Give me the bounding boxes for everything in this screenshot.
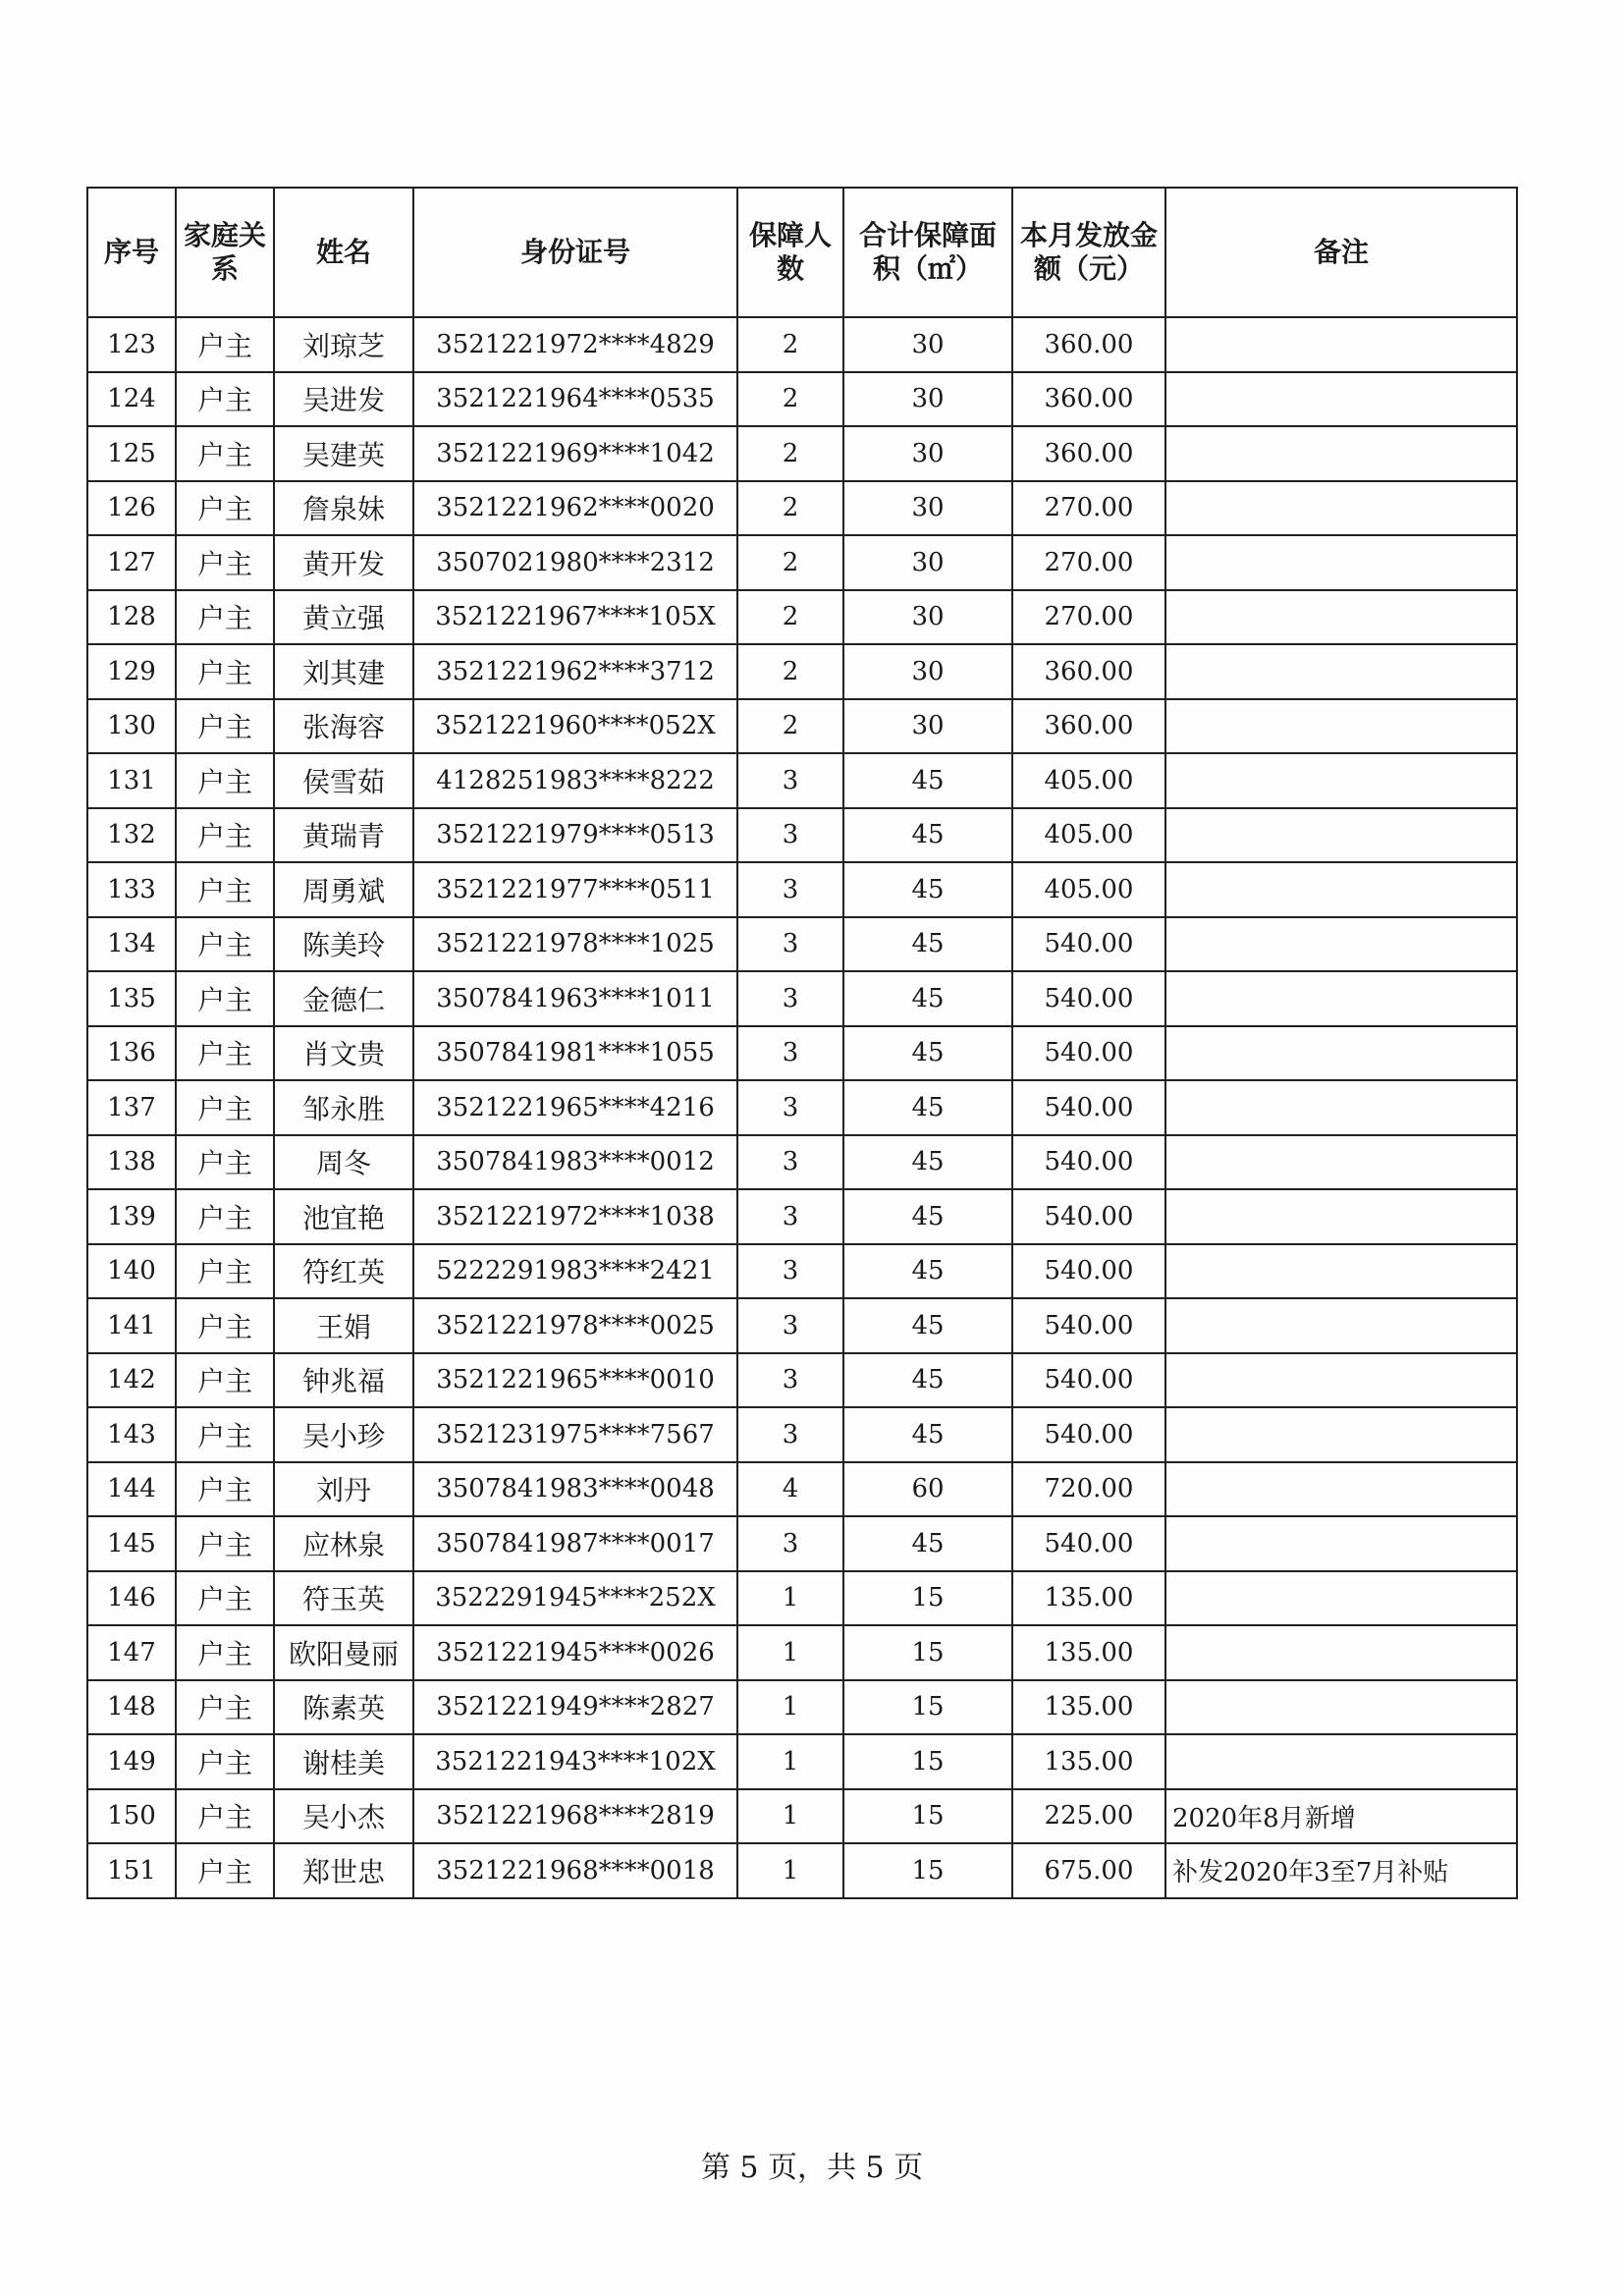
cell-area: 30 [843, 481, 1012, 536]
table-row [87, 1244, 1517, 1299]
cell-name: 肖文贵 [274, 1026, 413, 1081]
cell-id-number: 3507841987****0017 [413, 1516, 737, 1571]
cell-area: 45 [843, 1189, 1012, 1244]
cell-seq: 124 [87, 372, 176, 427]
cell-area: 45 [843, 1298, 1012, 1353]
cell-amount: 360.00 [1012, 699, 1165, 754]
cell-note [1165, 1734, 1517, 1789]
cell-area: 45 [843, 1353, 1012, 1408]
cell-seq: 151 [87, 1843, 176, 1898]
cell-id-number: 3521221972****1038 [413, 1189, 737, 1244]
cell-note: 补发2020年3至7月补贴 [1165, 1843, 1517, 1898]
cell-amount: 405.00 [1012, 808, 1165, 863]
cell-amount: 540.00 [1012, 1407, 1165, 1462]
cell-seq: 143 [87, 1407, 176, 1462]
page-footer: 第 5 页，共 5 页 [700, 2151, 924, 2185]
cell-area: 15 [843, 1843, 1012, 1898]
cell-relation: 户主 [176, 1026, 274, 1081]
table-header-row [87, 188, 1517, 317]
cell-id-number: 3522291945****252X [413, 1571, 737, 1626]
cell-note [1165, 917, 1517, 972]
cell-note [1165, 1026, 1517, 1081]
table-row [87, 1407, 1517, 1462]
cell-note [1165, 372, 1517, 427]
table-row [87, 1789, 1517, 1844]
table-row [87, 1026, 1517, 1081]
table-row [87, 1734, 1517, 1789]
table-row [87, 317, 1517, 372]
cell-amount: 540.00 [1012, 1189, 1165, 1244]
cell-amount: 360.00 [1012, 317, 1165, 372]
cell-id-number: 3521231975****7567 [413, 1407, 737, 1462]
cell-amount: 135.00 [1012, 1571, 1165, 1626]
table-row [87, 1516, 1517, 1571]
cell-seq: 148 [87, 1680, 176, 1735]
cell-relation: 户主 [176, 1135, 274, 1190]
cell-relation: 户主 [176, 1571, 274, 1626]
cell-seq: 142 [87, 1353, 176, 1408]
cell-note [1165, 1298, 1517, 1353]
cell-name: 黄立强 [274, 590, 413, 645]
cell-relation: 户主 [176, 1843, 274, 1898]
cell-name: 刘其建 [274, 644, 413, 699]
cell-area: 15 [843, 1734, 1012, 1789]
cell-id-number: 3521221943****102X [413, 1734, 737, 1789]
cell-relation: 户主 [176, 644, 274, 699]
table-row [87, 1189, 1517, 1244]
cell-id-number: 3521221960****052X [413, 699, 737, 754]
cell-name: 刘琼芝 [274, 317, 413, 372]
cell-id-number: 3521221972****4829 [413, 317, 737, 372]
table-row [87, 590, 1517, 645]
cell-note [1165, 481, 1517, 536]
cell-area: 45 [843, 1244, 1012, 1299]
cell-area: 45 [843, 1407, 1012, 1462]
cell-persons: 3 [737, 1026, 843, 1081]
cell-amount: 360.00 [1012, 644, 1165, 699]
cell-note [1165, 699, 1517, 754]
header-id-number: 身份证号 [413, 188, 737, 317]
cell-relation: 户主 [176, 1080, 274, 1135]
cell-seq: 136 [87, 1026, 176, 1081]
header-amount: 本月发放金额（元） [1012, 188, 1165, 317]
cell-persons: 2 [737, 317, 843, 372]
cell-area: 45 [843, 753, 1012, 808]
cell-amount: 135.00 [1012, 1625, 1165, 1680]
header-note: 备注 [1165, 188, 1517, 317]
cell-persons: 3 [737, 1298, 843, 1353]
cell-name: 周勇斌 [274, 862, 413, 917]
cell-note [1165, 1353, 1517, 1408]
cell-area: 30 [843, 590, 1012, 645]
table-row [87, 1353, 1517, 1408]
cell-amount: 270.00 [1012, 590, 1165, 645]
cell-seq: 147 [87, 1625, 176, 1680]
cell-persons: 3 [737, 917, 843, 972]
header-persons: 保障人数 [737, 188, 843, 317]
cell-area: 30 [843, 372, 1012, 427]
cell-seq: 137 [87, 1080, 176, 1135]
cell-relation: 户主 [176, 426, 274, 481]
cell-name: 黄瑞青 [274, 808, 413, 863]
cell-seq: 141 [87, 1298, 176, 1353]
cell-area: 30 [843, 426, 1012, 481]
cell-amount: 675.00 [1012, 1843, 1165, 1898]
cell-name: 符红英 [274, 1244, 413, 1299]
table-row [87, 1135, 1517, 1190]
cell-persons: 2 [737, 644, 843, 699]
table-row [87, 372, 1517, 427]
cell-relation: 户主 [176, 1244, 274, 1299]
cell-id-number: 3521221978****1025 [413, 917, 737, 972]
cell-persons: 1 [737, 1625, 843, 1680]
cell-relation: 户主 [176, 808, 274, 863]
cell-name: 吴进发 [274, 372, 413, 427]
cell-relation: 户主 [176, 1516, 274, 1571]
cell-name: 侯雪茹 [274, 753, 413, 808]
subsidy-table [86, 187, 1518, 1899]
cell-note [1165, 808, 1517, 863]
cell-relation: 户主 [176, 1734, 274, 1789]
cell-relation: 户主 [176, 1189, 274, 1244]
cell-relation: 户主 [176, 971, 274, 1026]
cell-relation: 户主 [176, 1680, 274, 1735]
table-row [87, 1462, 1517, 1517]
cell-name: 张海容 [274, 699, 413, 754]
cell-relation: 户主 [176, 1407, 274, 1462]
cell-note [1165, 1244, 1517, 1299]
header-seq: 序号 [87, 188, 176, 317]
cell-note [1165, 317, 1517, 372]
cell-persons: 3 [737, 753, 843, 808]
cell-amount: 135.00 [1012, 1680, 1165, 1735]
cell-area: 45 [843, 1516, 1012, 1571]
table-row [87, 1843, 1517, 1898]
cell-seq: 127 [87, 535, 176, 590]
cell-area: 45 [843, 862, 1012, 917]
cell-persons: 2 [737, 372, 843, 427]
table-row [87, 1298, 1517, 1353]
cell-id-number: 3521221978****0025 [413, 1298, 737, 1353]
cell-id-number: 3521221962****0020 [413, 481, 737, 536]
cell-name: 谢桂美 [274, 1734, 413, 1789]
cell-persons: 3 [737, 1189, 843, 1244]
table-row [87, 426, 1517, 481]
cell-persons: 1 [737, 1571, 843, 1626]
cell-seq: 146 [87, 1571, 176, 1626]
cell-seq: 132 [87, 808, 176, 863]
header-area: 合计保障面积（㎡） [843, 188, 1012, 317]
cell-note [1165, 1625, 1517, 1680]
cell-amount: 405.00 [1012, 753, 1165, 808]
cell-seq: 129 [87, 644, 176, 699]
cell-note [1165, 1571, 1517, 1626]
cell-area: 45 [843, 917, 1012, 972]
cell-name: 刘丹 [274, 1462, 413, 1517]
cell-relation: 户主 [176, 862, 274, 917]
cell-note [1165, 1080, 1517, 1135]
cell-persons: 1 [737, 1789, 843, 1844]
cell-name: 吴建英 [274, 426, 413, 481]
cell-name: 钟兆福 [274, 1353, 413, 1408]
cell-area: 45 [843, 1135, 1012, 1190]
cell-name: 黄开发 [274, 535, 413, 590]
cell-amount: 540.00 [1012, 1080, 1165, 1135]
cell-id-number: 3507841981****1055 [413, 1026, 737, 1081]
cell-note [1165, 1462, 1517, 1517]
cell-amount: 270.00 [1012, 535, 1165, 590]
cell-persons: 4 [737, 1462, 843, 1517]
cell-seq: 135 [87, 971, 176, 1026]
cell-persons: 3 [737, 862, 843, 917]
cell-id-number: 3521221979****0513 [413, 808, 737, 863]
cell-name: 郑世忠 [274, 1843, 413, 1898]
table-row [87, 1625, 1517, 1680]
cell-relation: 户主 [176, 753, 274, 808]
cell-amount: 225.00 [1012, 1789, 1165, 1844]
table-row [87, 481, 1517, 536]
cell-note [1165, 644, 1517, 699]
cell-name: 詹泉妹 [274, 481, 413, 536]
cell-seq: 126 [87, 481, 176, 536]
cell-note [1165, 1189, 1517, 1244]
table-row [87, 535, 1517, 590]
cell-note [1165, 1407, 1517, 1462]
cell-name: 金德仁 [274, 971, 413, 1026]
cell-id-number: 3521221945****0026 [413, 1625, 737, 1680]
table-row [87, 808, 1517, 863]
cell-relation: 户主 [176, 535, 274, 590]
cell-seq: 140 [87, 1244, 176, 1299]
cell-id-number: 5222291983****2421 [413, 1244, 737, 1299]
cell-amount: 135.00 [1012, 1734, 1165, 1789]
cell-relation: 户主 [176, 1353, 274, 1408]
cell-area: 30 [843, 699, 1012, 754]
cell-id-number: 3521221962****3712 [413, 644, 737, 699]
table-row [87, 1080, 1517, 1135]
cell-relation: 户主 [176, 1789, 274, 1844]
cell-seq: 131 [87, 753, 176, 808]
cell-area: 45 [843, 1080, 1012, 1135]
cell-amount: 540.00 [1012, 917, 1165, 972]
cell-seq: 144 [87, 1462, 176, 1517]
cell-persons: 1 [737, 1680, 843, 1735]
cell-relation: 户主 [176, 1462, 274, 1517]
table-row [87, 1571, 1517, 1626]
cell-persons: 2 [737, 481, 843, 536]
cell-amount: 540.00 [1012, 1516, 1165, 1571]
cell-id-number: 4128251983****8222 [413, 753, 737, 808]
cell-relation: 户主 [176, 372, 274, 427]
cell-name: 符玉英 [274, 1571, 413, 1626]
cell-amount: 720.00 [1012, 1462, 1165, 1517]
cell-id-number: 3521221967****105X [413, 590, 737, 645]
cell-id-number: 3507841983****0048 [413, 1462, 737, 1517]
cell-name: 陈素英 [274, 1680, 413, 1735]
table-row [87, 971, 1517, 1026]
cell-relation: 户主 [176, 481, 274, 536]
cell-id-number: 3521221965****4216 [413, 1080, 737, 1135]
cell-name: 池宜艳 [274, 1189, 413, 1244]
cell-persons: 3 [737, 808, 843, 863]
cell-area: 15 [843, 1680, 1012, 1735]
cell-id-number: 3521221968****2819 [413, 1789, 737, 1844]
cell-id-number: 3507841983****0012 [413, 1135, 737, 1190]
cell-note [1165, 590, 1517, 645]
cell-note [1165, 1680, 1517, 1735]
cell-persons: 3 [737, 1353, 843, 1408]
cell-relation: 户主 [176, 917, 274, 972]
cell-id-number: 3521221949****2827 [413, 1680, 737, 1735]
cell-note [1165, 862, 1517, 917]
cell-seq: 134 [87, 917, 176, 972]
cell-note [1165, 1516, 1517, 1571]
cell-area: 15 [843, 1571, 1012, 1626]
cell-area: 30 [843, 535, 1012, 590]
cell-amount: 540.00 [1012, 971, 1165, 1026]
cell-area: 30 [843, 644, 1012, 699]
cell-seq: 149 [87, 1734, 176, 1789]
cell-amount: 540.00 [1012, 1026, 1165, 1081]
cell-name: 吴小杰 [274, 1789, 413, 1844]
header-relation: 家庭关系 [176, 188, 274, 317]
cell-note [1165, 535, 1517, 590]
cell-relation: 户主 [176, 317, 274, 372]
cell-amount: 360.00 [1012, 372, 1165, 427]
cell-id-number: 3521221965****0010 [413, 1353, 737, 1408]
cell-persons: 3 [737, 971, 843, 1026]
cell-id-number: 3521221964****0535 [413, 372, 737, 427]
cell-area: 15 [843, 1625, 1012, 1680]
table-row [87, 917, 1517, 972]
cell-seq: 150 [87, 1789, 176, 1844]
cell-name: 邹永胜 [274, 1080, 413, 1135]
cell-note: 2020年8月新增 [1165, 1789, 1517, 1844]
cell-note [1165, 971, 1517, 1026]
cell-name: 欧阳曼丽 [274, 1625, 413, 1680]
cell-seq: 133 [87, 862, 176, 917]
cell-seq: 130 [87, 699, 176, 754]
cell-amount: 270.00 [1012, 481, 1165, 536]
cell-area: 45 [843, 808, 1012, 863]
table-row [87, 644, 1517, 699]
cell-note [1165, 426, 1517, 481]
cell-persons: 2 [737, 699, 843, 754]
cell-relation: 户主 [176, 1625, 274, 1680]
cell-id-number: 3521221968****0018 [413, 1843, 737, 1898]
cell-area: 45 [843, 1026, 1012, 1081]
cell-relation: 户主 [176, 1298, 274, 1353]
cell-persons: 3 [737, 1407, 843, 1462]
cell-persons: 3 [737, 1516, 843, 1571]
cell-amount: 540.00 [1012, 1244, 1165, 1299]
table-row [87, 1680, 1517, 1735]
cell-id-number: 3521221969****1042 [413, 426, 737, 481]
cell-note [1165, 1135, 1517, 1190]
cell-name: 应林泉 [274, 1516, 413, 1571]
cell-area: 15 [843, 1789, 1012, 1844]
cell-name: 吴小珍 [274, 1407, 413, 1462]
cell-seq: 139 [87, 1189, 176, 1244]
cell-area: 30 [843, 317, 1012, 372]
cell-amount: 360.00 [1012, 426, 1165, 481]
cell-persons: 3 [737, 1244, 843, 1299]
table-row [87, 753, 1517, 808]
cell-persons: 1 [737, 1734, 843, 1789]
table-body [87, 317, 1517, 1898]
table-row [87, 699, 1517, 754]
cell-seq: 123 [87, 317, 176, 372]
cell-id-number: 3521221977****0511 [413, 862, 737, 917]
cell-amount: 540.00 [1012, 1298, 1165, 1353]
cell-amount: 540.00 [1012, 1135, 1165, 1190]
cell-amount: 540.00 [1012, 1353, 1165, 1408]
cell-amount: 405.00 [1012, 862, 1165, 917]
cell-persons: 3 [737, 1135, 843, 1190]
header-name: 姓名 [274, 188, 413, 317]
cell-name: 陈美玲 [274, 917, 413, 972]
cell-relation: 户主 [176, 699, 274, 754]
table-row [87, 862, 1517, 917]
cell-persons: 2 [737, 535, 843, 590]
cell-area: 60 [843, 1462, 1012, 1517]
cell-seq: 128 [87, 590, 176, 645]
cell-persons: 2 [737, 426, 843, 481]
cell-persons: 1 [737, 1843, 843, 1898]
cell-note [1165, 753, 1517, 808]
cell-area: 45 [843, 971, 1012, 1026]
cell-relation: 户主 [176, 590, 274, 645]
cell-seq: 125 [87, 426, 176, 481]
cell-persons: 2 [737, 590, 843, 645]
cell-seq: 138 [87, 1135, 176, 1190]
cell-id-number: 3507021980****2312 [413, 535, 737, 590]
cell-seq: 145 [87, 1516, 176, 1571]
cell-id-number: 3507841963****1011 [413, 971, 737, 1026]
cell-persons: 3 [737, 1080, 843, 1135]
cell-name: 王娟 [274, 1298, 413, 1353]
cell-name: 周冬 [274, 1135, 413, 1190]
